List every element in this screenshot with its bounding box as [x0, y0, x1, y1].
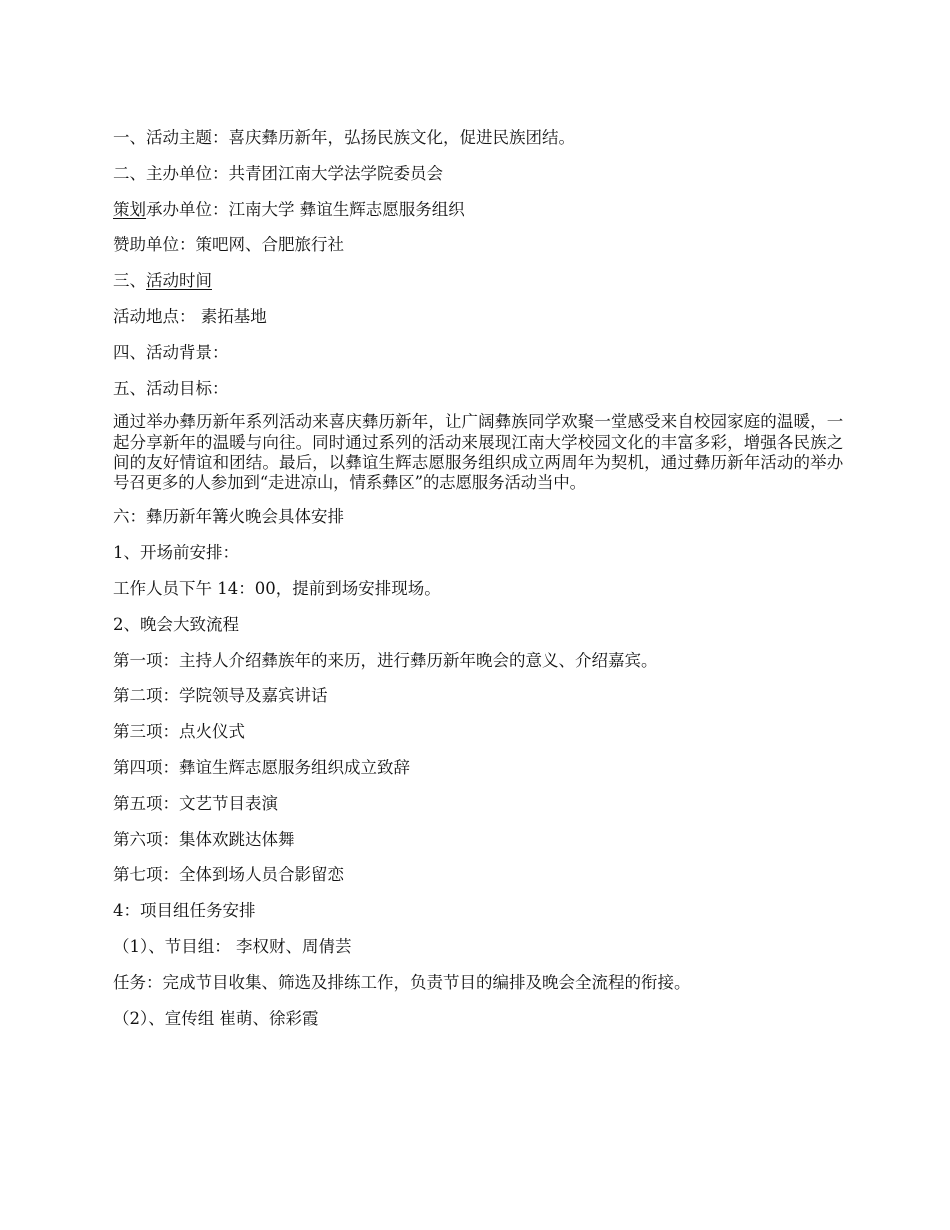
flow-item-3: 第三项：点火仪式 — [113, 722, 245, 742]
flow-item-1: 第一项：主持人介绍彝族年的来历，进行彝历新年晚会的意义、介绍嘉宾。 — [113, 650, 658, 670]
document-page — [113, 126, 843, 1042]
task-heading: 4：项目组任务安排 — [113, 901, 256, 921]
program-task-line: 任务：完成节目收集、筛选及排练工作，负责节目的编排及晚会全流程的衔接。 — [113, 972, 691, 992]
organizer-line — [113, 198, 843, 222]
sponsor-line: 赞助单位：策吧网、合肥旅行社 — [113, 235, 344, 255]
organizer-text: 承办单位：江南大学 彝谊生辉志愿服务组织 — [146, 199, 465, 219]
staff-arrival-line: 工作人员下午 14：00，提前到场安排现场。 — [113, 578, 441, 598]
pre-show-heading: 1、开场前安排： — [113, 543, 239, 563]
time-prefix: 三、 — [113, 271, 146, 291]
arrangement-heading: 六：彝历新年篝火晚会具体安排 — [113, 507, 344, 527]
organizer-prefix: 策划 — [113, 199, 146, 219]
time-label: 活动时间 — [146, 271, 212, 291]
flow-item-4: 第四项：彝谊生辉志愿服务组织成立致辞 — [113, 757, 410, 777]
flow-item-5: 第五项：文艺节目表演 — [113, 793, 278, 813]
flow-item-6: 第六项：集体欢跳达体舞 — [113, 829, 295, 849]
location-line: 活动地点： 素拓基地 — [113, 306, 267, 326]
goal-paragraph: 通过举办彝历新年系列活动来喜庆彝历新年，让广阔彝族同学欢聚一堂感受来自校园家庭的温暖，一起分享新年的温暖与向往。同时通过系列的活动来展现江南大学校园文化的丰富多彩，增强各民族之间的友好情谊和团结。最后，以彝谊生辉志愿服务组织成立两周年为契机，通过彝历新年活动的举办号召更多的人参加到“走进凉山，情系彝区”的志愿服务活动当中。 — [113, 412, 843, 493]
goal-heading: 五、活动目标： — [113, 378, 229, 398]
publicity-group-line: （2）、宣传组 崔萌、徐彩霞 — [113, 1008, 319, 1028]
time-line — [113, 269, 843, 293]
program-group-line: （1）、节目组： 李权财、周倩芸 — [113, 936, 352, 956]
flow-item-7: 第七项：全体到场人员合影留恋 — [113, 865, 344, 885]
flow-heading: 2、晚会大致流程 — [113, 614, 239, 634]
host-line: 二、主办单位：共青团江南大学法学院委员会 — [113, 163, 443, 183]
background-heading: 四、活动背景： — [113, 342, 229, 362]
theme-line: 一、活动主题：喜庆彝历新年，弘扬民族文化，促进民族团结。 — [113, 128, 575, 147]
flow-item-2: 第二项：学院领导及嘉宾讲话 — [113, 686, 328, 706]
